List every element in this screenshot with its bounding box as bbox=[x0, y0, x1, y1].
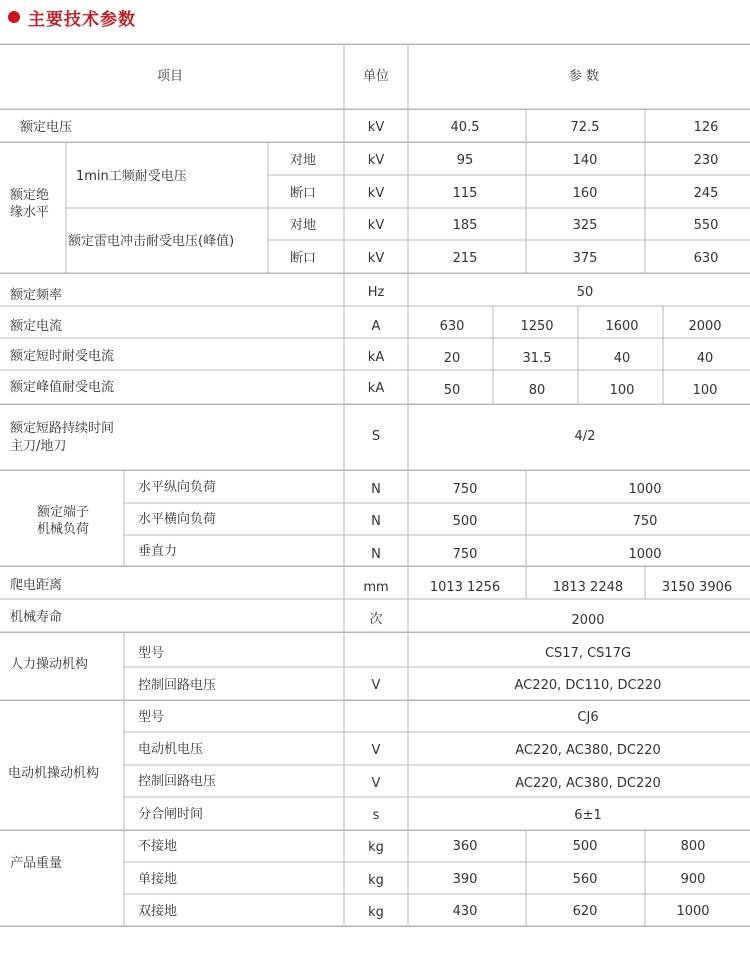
group-label: 1min工频耐受电压 bbox=[76, 169, 187, 184]
value-cell: 1000 bbox=[628, 482, 662, 497]
value-cell: 430 bbox=[452, 904, 478, 919]
value-cell: 900 bbox=[680, 872, 706, 887]
group-label: 额定雷电冲击耐受电压(峰值) bbox=[68, 234, 235, 249]
row-label: 额定端子 bbox=[36, 505, 90, 520]
unit-cell: s bbox=[372, 808, 380, 823]
row-label: 电动机操动机构 bbox=[8, 766, 100, 781]
value-cell: AC220, DC110, DC220 bbox=[514, 678, 662, 693]
value-cell: 100 bbox=[692, 383, 718, 398]
unit-cell: kV bbox=[367, 218, 385, 233]
value-cell: 160 bbox=[572, 186, 598, 201]
sub-label: 断口 bbox=[289, 251, 317, 266]
unit-cell: S bbox=[371, 429, 381, 444]
value-cell: 40.5 bbox=[450, 120, 480, 135]
unit-cell: kV bbox=[367, 186, 385, 201]
row-label: 机械寿命 bbox=[10, 610, 63, 625]
value-cell: 325 bbox=[572, 218, 598, 233]
unit-cell: kA bbox=[367, 350, 385, 365]
sub-label: 分合闸时间 bbox=[138, 807, 204, 822]
unit-cell: kg bbox=[368, 840, 384, 855]
row-label: 额定电流 bbox=[10, 319, 63, 334]
unit-cell: N bbox=[371, 547, 381, 562]
value-cell: 4/2 bbox=[574, 429, 596, 444]
unit-cell: kA bbox=[367, 381, 385, 396]
sub-label: 对地 bbox=[289, 218, 317, 233]
value-cell: 500 bbox=[572, 839, 598, 854]
sub-label: 对地 bbox=[289, 153, 317, 168]
sub-label: 控制回路电压 bbox=[138, 678, 217, 693]
value-cell: 1000 bbox=[628, 547, 662, 562]
sub-label: 不接地 bbox=[138, 839, 178, 854]
unit-cell: V bbox=[371, 743, 381, 758]
row-label: 额定电压 bbox=[20, 120, 73, 135]
value-cell: 100 bbox=[609, 383, 635, 398]
unit-cell: Hz bbox=[367, 285, 385, 300]
sub-label: 水平纵向负荷 bbox=[138, 480, 217, 495]
value-cell: 630 bbox=[693, 251, 719, 266]
value-cell: 95 bbox=[456, 153, 474, 168]
value-cell: 1600 bbox=[605, 319, 639, 334]
value-cell: 2000 bbox=[688, 319, 722, 334]
value-cell: 126 bbox=[693, 120, 719, 135]
header-item: 项目 bbox=[156, 69, 184, 84]
row-label: 缘水平 bbox=[10, 205, 50, 220]
value-cell: 360 bbox=[452, 839, 478, 854]
value-cell: 750 bbox=[452, 547, 478, 562]
value-cell: 215 bbox=[452, 251, 478, 266]
row-label: 额定短路持续时间 bbox=[10, 421, 115, 436]
value-cell: CJ6 bbox=[577, 710, 599, 725]
value-cell: 500 bbox=[452, 514, 478, 529]
value-cell: 390 bbox=[452, 872, 478, 887]
value-cell: 560 bbox=[572, 872, 598, 887]
row-label: 主刀/地刀 bbox=[10, 439, 67, 454]
sub-label: 型号 bbox=[138, 710, 165, 725]
value-cell: 40 bbox=[696, 351, 714, 366]
value-cell: 2000 bbox=[571, 613, 605, 628]
value-cell: 1813 2248 bbox=[552, 580, 624, 595]
value-cell: 80 bbox=[528, 383, 546, 398]
value-cell: 20 bbox=[443, 351, 461, 366]
value-cell: 550 bbox=[693, 218, 719, 233]
value-cell: 31.5 bbox=[522, 351, 552, 366]
value-cell: 40 bbox=[613, 351, 631, 366]
sub-label: 控制回路电压 bbox=[138, 774, 217, 789]
unit-cell: kg bbox=[368, 873, 384, 888]
row-label: 额定频率 bbox=[10, 288, 63, 303]
unit-cell: kg bbox=[368, 905, 384, 920]
value-cell: 375 bbox=[572, 251, 598, 266]
value-cell: CS17, CS17G bbox=[544, 646, 632, 661]
row-label: 额定绝 bbox=[10, 188, 50, 203]
row-label: 产品重量 bbox=[10, 856, 63, 871]
value-cell: 6±1 bbox=[574, 808, 602, 823]
value-cell: 620 bbox=[572, 904, 598, 919]
value-cell: AC220, AC380, DC220 bbox=[515, 743, 661, 758]
value-cell: 245 bbox=[693, 186, 719, 201]
row-label: 机械负荷 bbox=[36, 522, 90, 537]
sub-label: 双接地 bbox=[138, 904, 178, 919]
sub-label: 型号 bbox=[138, 646, 165, 661]
value-cell: 750 bbox=[452, 482, 478, 497]
value-cell: 1250 bbox=[520, 319, 554, 334]
value-cell: 630 bbox=[439, 319, 465, 334]
value-cell: 750 bbox=[632, 514, 658, 529]
value-cell: 1013 1256 bbox=[429, 580, 501, 595]
unit-cell: V bbox=[371, 776, 381, 791]
value-cell: 1000 bbox=[676, 904, 710, 919]
value-cell: 800 bbox=[680, 839, 706, 854]
section-title-text: 主要技术参数 bbox=[28, 9, 136, 30]
sub-label: 单接地 bbox=[138, 872, 178, 887]
unit-cell: kV bbox=[367, 251, 385, 266]
unit-cell: 次 bbox=[369, 612, 383, 627]
value-cell: 3150 3906 bbox=[661, 580, 733, 595]
row-label: 额定峰值耐受电流 bbox=[10, 380, 115, 395]
sub-label: 电动机电压 bbox=[138, 742, 204, 757]
value-cell: 50 bbox=[576, 285, 594, 300]
unit-cell: N bbox=[371, 514, 381, 529]
value-cell: 115 bbox=[452, 186, 478, 201]
value-cell: 230 bbox=[693, 153, 719, 168]
sub-label: 水平横向负荷 bbox=[138, 512, 217, 527]
unit-cell: V bbox=[371, 678, 381, 693]
unit-cell: kV bbox=[367, 120, 385, 135]
sub-label: 垂直力 bbox=[138, 544, 178, 559]
unit-cell: N bbox=[371, 482, 381, 497]
row-label: 额定短时耐受电流 bbox=[10, 349, 115, 364]
row-label: 人力操动机构 bbox=[10, 657, 89, 672]
unit-cell: kV bbox=[367, 153, 385, 168]
row-label: 爬电距离 bbox=[10, 578, 63, 593]
value-cell: 140 bbox=[572, 153, 598, 168]
sub-label: 断口 bbox=[289, 186, 317, 201]
value-cell: 185 bbox=[452, 218, 478, 233]
header-unit: 单位 bbox=[362, 69, 390, 84]
header-params: 参 数 bbox=[568, 69, 600, 84]
value-cell: 72.5 bbox=[570, 120, 600, 135]
unit-cell: A bbox=[371, 319, 381, 334]
value-cell: 50 bbox=[443, 383, 461, 398]
value-cell: AC220, AC380, DC220 bbox=[515, 776, 661, 791]
unit-cell: mm bbox=[363, 580, 389, 595]
